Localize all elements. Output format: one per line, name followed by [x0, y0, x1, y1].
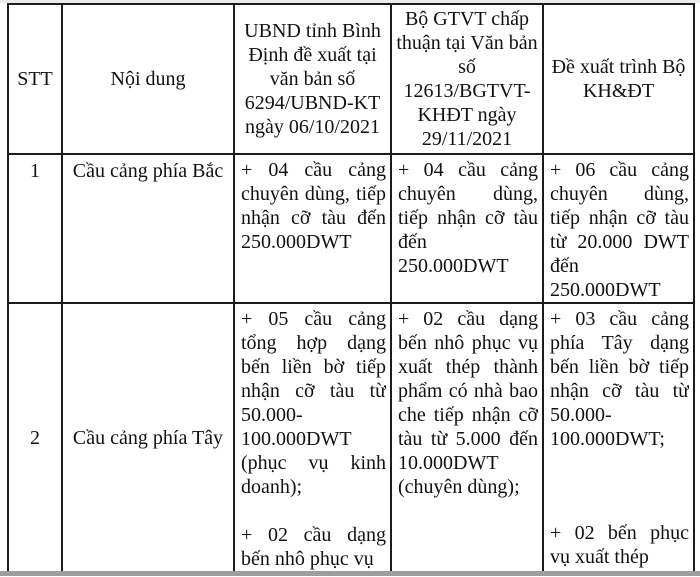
scan-edge-bottom	[0, 571, 700, 576]
paragraph: + 05 cầu cảng tổng hợp dạng bến liền bờ tiếp nhận cỡ tàu từ 50.000-100.000DWT (phục vụ kinh doanh);	[241, 308, 386, 498]
cell-ubnd-row2	[234, 303, 391, 573]
cell-content	[241, 307, 386, 571]
paragraph: + 02 cầu dạng bến nhô phục vụ xuất thép thành phẩm có nhà bao che tiếp nhận cỡ tàu từ 5.000 đến 10.000DWT (chuyên dùng);	[398, 308, 538, 498]
header-cell-noi-dung: Nội dung	[62, 4, 234, 154]
cell-khdt-row1	[543, 154, 694, 303]
table-row	[8, 154, 694, 303]
cell-content	[398, 158, 538, 278]
header-cell-ubnd-proposal: UBND tỉnh Bình Định đề xuất tại văn bản số 6294/UBND-KT ngày 06/10/2021	[234, 4, 391, 154]
cell-content	[550, 307, 689, 571]
paragraph: + 02 cầu dạng bến nhô phục vụ	[241, 524, 386, 570]
cell-ubnd-row1	[234, 154, 391, 303]
paragraph: + 04 cầu cảng chuyên dùng, tiếp nhận cỡ tàu đến 250.000DWT	[241, 159, 386, 253]
cell-gtvt-row2	[391, 303, 543, 573]
header-cell-gtvt-approval: Bộ GTVT chấp thuận tại Văn bản số 12613/BGTVT-KHĐT ngày 29/11/2021	[391, 4, 543, 154]
header-cell-khdt-proposal: Đề xuất trình Bộ KH&ĐT	[543, 4, 694, 154]
row-number: 1	[8, 154, 62, 303]
cell-content	[241, 158, 386, 254]
row-topic: Cầu cảng phía Tây	[62, 303, 234, 573]
row-topic: Cầu cảng phía Bắc	[62, 154, 234, 303]
cell-content	[398, 307, 538, 571]
paragraph: + 04 cầu cảng chuyên dùng, tiếp nhận cỡ tàu đến 250.000DWT	[398, 159, 538, 277]
cell-content	[550, 158, 689, 302]
paragraph: + 02 bến phục vụ xuất thép	[550, 522, 689, 568]
table-row	[8, 303, 694, 573]
table-header-row	[8, 4, 694, 154]
cell-khdt-row2	[543, 303, 694, 573]
paragraph: + 03 cầu cảng phía Tây dạng bến liền bờ tiếp nhận cỡ tàu từ 50.000-100.000DWT;	[550, 308, 689, 450]
paragraph: + 06 cầu cảng chuyên dùng, tiếp nhận cỡ tàu từ 20.000 DWT đến 250.000DWT	[550, 159, 689, 301]
comparison-table	[7, 3, 695, 574]
header-cell-stt: STT	[8, 4, 62, 154]
row-number: 2	[8, 303, 62, 573]
cell-gtvt-row1	[391, 154, 543, 303]
